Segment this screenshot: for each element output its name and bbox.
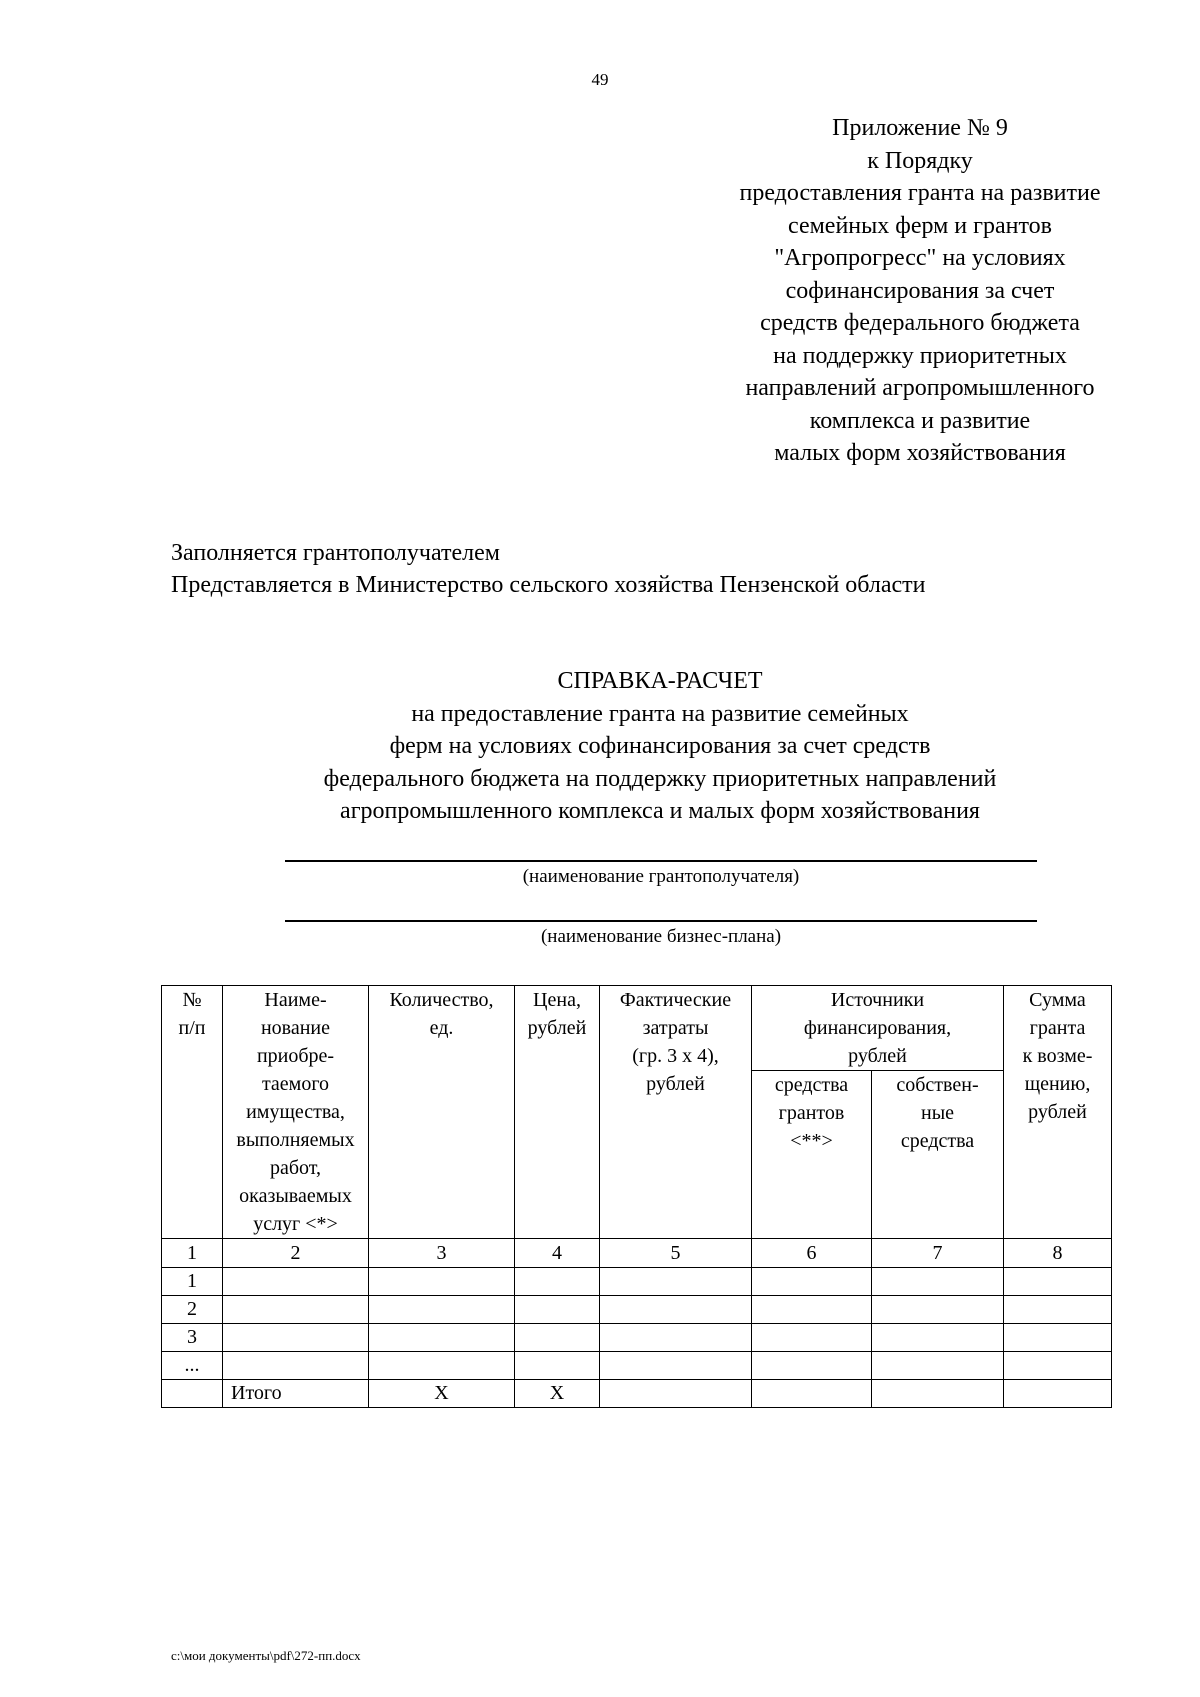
title-line: ферм на условиях софинансирования за счет средств — [389, 733, 931, 759]
table-cell — [369, 1324, 515, 1352]
table-row — [162, 1268, 1112, 1296]
table-cell — [223, 1324, 369, 1352]
table-cell — [752, 1380, 872, 1408]
table-cell — [1004, 1296, 1112, 1324]
table-cell — [1004, 1352, 1112, 1380]
table-cell — [600, 1352, 752, 1380]
table-cell — [752, 1324, 872, 1352]
column-number: 3 — [369, 1239, 515, 1268]
appendix-line: "Агропрогресс" на условиях — [774, 245, 1066, 271]
title-line: агропромышленного комплекса и малых форм хозяйствования — [340, 798, 980, 824]
title-line: федерального бюджета на поддержку приоритетных направлений — [323, 765, 997, 792]
table-cell — [752, 1352, 872, 1380]
row-number: 2 — [162, 1296, 223, 1324]
title-heading: СПРАВКА-РАСЧЕТ — [557, 668, 763, 694]
appendix-line: к Порядку — [867, 147, 973, 174]
row-number: 1 — [162, 1268, 223, 1296]
document-title — [100, 665, 1200, 828]
table-cell — [515, 1268, 600, 1296]
table-cell — [1004, 1324, 1112, 1352]
appendix-line: семейных ферм и грантов — [788, 212, 1052, 239]
page-number: 49 — [591, 70, 609, 89]
table-cell — [515, 1352, 600, 1380]
table-cell — [1004, 1380, 1112, 1408]
table-cell — [369, 1268, 515, 1296]
table-cell — [223, 1352, 369, 1380]
header-row-number: № п/п — [162, 986, 223, 1239]
row-number: 3 — [162, 1324, 223, 1352]
table-cell — [223, 1268, 369, 1296]
table-cell — [872, 1380, 1004, 1408]
table-cell — [752, 1296, 872, 1324]
recipient-name-line — [285, 860, 1037, 862]
calculation-table — [161, 985, 1112, 1408]
fill-note-line: Представляется в Министерство сельского хозяйства Пензенской области — [171, 572, 926, 598]
table-row — [162, 1296, 1112, 1324]
appendix-line: Приложение № 9 — [832, 115, 1008, 141]
header-actual-costs: Фактические затраты (гр. 3 х 4), рублей — [600, 986, 752, 1239]
header-grant-amount: Сумма гранта к возме- щению, рублей — [1004, 986, 1112, 1239]
table-row — [162, 1324, 1112, 1352]
table-cell — [872, 1352, 1004, 1380]
header-own-funds: собствен- ные средства — [872, 1071, 1004, 1239]
column-number: 7 — [872, 1239, 1004, 1268]
total-price-mark: Х — [515, 1380, 600, 1408]
header-item-name: Наиме- нование приобре- таемого имущества, выполняемых работ, оказываемых услуг <*> — [223, 986, 369, 1239]
total-row — [162, 1380, 1112, 1408]
table-cell — [515, 1296, 600, 1324]
table-cell — [515, 1324, 600, 1352]
table-cell — [162, 1380, 223, 1408]
column-numbers-row — [162, 1239, 1112, 1268]
appendix-line: комплекса и развитие — [809, 407, 1031, 434]
appendix-line: на поддержку приоритетных — [773, 342, 1067, 369]
total-quantity-mark: Х — [369, 1380, 515, 1408]
appendix-line: малых форм хозяйствования — [774, 440, 1066, 466]
business-plan-line — [285, 920, 1037, 922]
header-quantity: Количество, ед. — [369, 986, 515, 1239]
column-number: 8 — [1004, 1239, 1112, 1268]
column-number: 4 — [515, 1239, 600, 1268]
table-cell — [872, 1324, 1004, 1352]
column-number: 6 — [752, 1239, 872, 1268]
table-cell — [600, 1296, 752, 1324]
appendix-block — [680, 112, 1160, 470]
table-cell — [369, 1352, 515, 1380]
table-cell — [600, 1324, 752, 1352]
table-cell — [1004, 1268, 1112, 1296]
header-price: Цена, рублей — [515, 986, 600, 1239]
appendix-line: предоставления гранта на развитие — [739, 180, 1101, 206]
fill-note-line: Заполняется грантополучателем — [171, 540, 500, 566]
table-cell — [600, 1268, 752, 1296]
table-cell — [600, 1380, 752, 1408]
column-number: 1 — [162, 1239, 223, 1268]
file-path-footer: c:\мои документы\pdf\272-пп.docx — [171, 1648, 361, 1663]
title-line: на предоставление гранта на развитие семейных — [411, 700, 909, 727]
fill-note — [171, 537, 926, 601]
appendix-line: средств федерального бюджета — [760, 310, 1080, 336]
total-label: Итого — [223, 1380, 369, 1408]
table-cell — [872, 1296, 1004, 1324]
table-cell — [872, 1268, 1004, 1296]
header-funding-sources: Источники финансирования, рублей — [752, 986, 1004, 1071]
appendix-line: направлений агропромышленного — [745, 375, 1095, 401]
table-cell — [752, 1268, 872, 1296]
column-number: 2 — [223, 1239, 369, 1268]
table-cell — [223, 1296, 369, 1324]
table-row — [162, 1352, 1112, 1380]
recipient-caption: (наименование грантополучателя) — [522, 866, 800, 887]
header-grant-funds: средства грантов <**> — [752, 1071, 872, 1239]
business-plan-caption: (наименование бизнес-плана) — [540, 926, 782, 947]
column-number: 5 — [600, 1239, 752, 1268]
row-number: ... — [162, 1352, 223, 1380]
table-cell — [369, 1296, 515, 1324]
appendix-line: софинансирования за счет — [785, 277, 1055, 304]
